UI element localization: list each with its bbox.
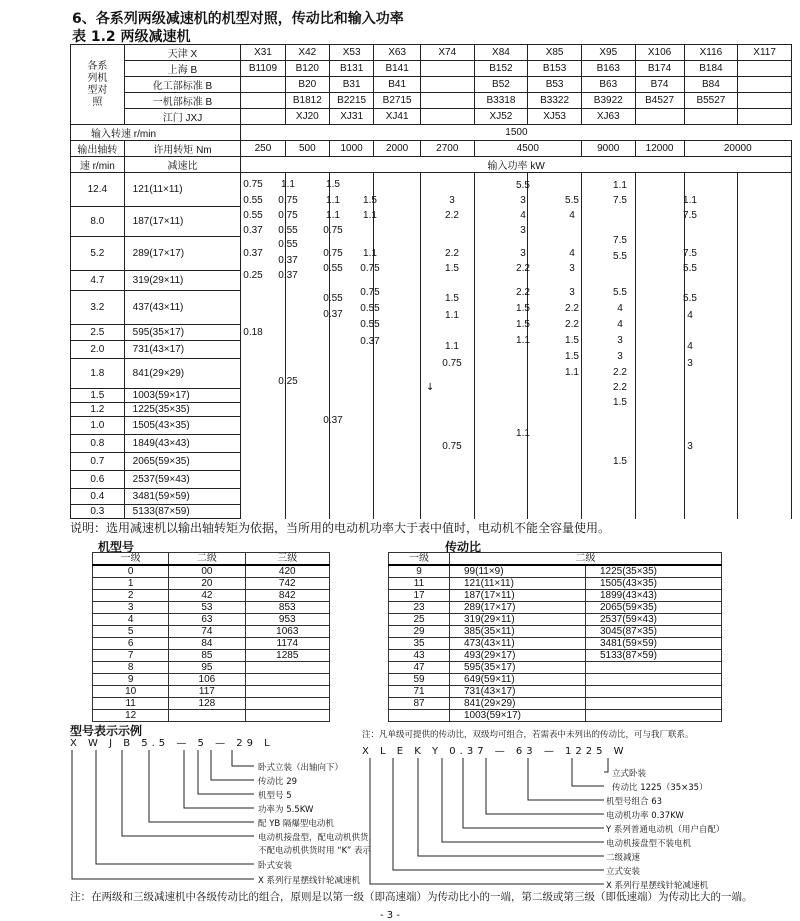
torque-value: 4500 xyxy=(474,141,581,157)
power-value: 4 xyxy=(687,310,693,321)
output-speed-cell: 0.8 xyxy=(71,435,125,453)
power-value: 1.1 xyxy=(363,210,377,221)
ratio-table-cell: 187(17×11) xyxy=(450,590,586,602)
ratio-table-cell: 5133(87×59) xyxy=(586,650,722,662)
series-model-cell: XJ63 xyxy=(581,109,635,125)
leader-line xyxy=(198,750,254,794)
power-value: 4 xyxy=(569,248,575,259)
ratio-cell: 841(29×29) xyxy=(124,359,241,389)
ratio-table-cell: 99(11×9) xyxy=(450,565,586,578)
power-value: 1.1 xyxy=(445,341,459,352)
ratio-table-cell: 121(11×11) xyxy=(450,578,586,590)
ratio-cell: 731(43×17) xyxy=(124,341,241,359)
ratio-table-cell: 289(17×17) xyxy=(450,602,586,614)
model-table-cell: 63 xyxy=(169,614,245,626)
series-model-cell: XJ53 xyxy=(528,109,582,125)
power-value: 2.2 xyxy=(445,248,459,259)
example-code-left: X W J B 5.5 — 5 — 29 L xyxy=(70,738,274,749)
power-value: 0.75 xyxy=(360,287,380,298)
series-model-cell: B153 xyxy=(528,61,582,77)
leader-line xyxy=(463,758,604,828)
section-title: 6、各系列两级减速机的机型对照，传动比和输入功率 xyxy=(72,11,404,27)
power-value: 3 xyxy=(569,263,575,274)
power-value: 1.1 xyxy=(445,310,459,321)
example-right-item: 二级减速 xyxy=(606,853,641,863)
power-value: 7.5 xyxy=(683,248,697,259)
power-value: 0.37 xyxy=(360,336,380,347)
input-speed-value: 1500 xyxy=(241,125,792,141)
ratio-table-cell: 17 xyxy=(389,590,450,602)
output-speed-cell: 5.2 xyxy=(71,237,125,271)
leader-line xyxy=(604,758,608,772)
power-value: 1.5 xyxy=(613,456,627,467)
output-speed-cell: 8.0 xyxy=(71,207,125,237)
ratio-table-header: 二级 xyxy=(450,553,722,566)
power-value: 0.55 xyxy=(323,293,343,304)
example-left-item: 不配电动机供货时用 “K” 表示 xyxy=(258,846,372,856)
ratio-table-cell: 841(29×29) xyxy=(450,698,586,710)
leader-line xyxy=(370,758,604,884)
power-value: 0.37 xyxy=(323,415,343,426)
power-value: 3 xyxy=(520,225,526,236)
series-model-cell: B84 xyxy=(684,77,738,93)
ratio-cell: 1849(43×43) xyxy=(124,435,241,453)
ratio-table-cell: 319(29×11) xyxy=(450,614,586,626)
model-table-cell: 1 xyxy=(93,578,169,590)
power-value: 2.2 xyxy=(565,303,579,314)
power-value: 1.5 xyxy=(445,263,459,274)
power-value: 0.55 xyxy=(360,303,380,314)
output-speed-cell: 1.5 xyxy=(71,389,125,403)
power-value: 0.55 xyxy=(360,319,380,330)
ratio-table-cell: 473(43×11) xyxy=(450,638,586,650)
series-model-cell: X84 xyxy=(474,45,528,61)
torque-value: 250 xyxy=(241,141,285,157)
leader-line xyxy=(418,758,604,856)
example-left-item: 配 YB 隔爆型电动机 xyxy=(258,819,334,829)
ratio-table-cell: 29 xyxy=(389,626,450,638)
power-value: 5.5 xyxy=(516,180,530,191)
leader-line xyxy=(72,750,254,879)
power-value: 1.5 xyxy=(565,335,579,346)
example-left-item: 机型号 5 xyxy=(258,791,292,801)
power-value: 2.2 xyxy=(445,210,459,221)
example-code-right: X L E K Y 0.37 — 63 — 1225 W xyxy=(362,746,628,757)
model-table-cell: 20 xyxy=(169,578,245,590)
series-model-cell: B141 xyxy=(374,61,421,77)
model-table-cell: 117 xyxy=(169,686,245,698)
model-table-header: 一级 xyxy=(93,553,169,566)
power-value: 1.5 xyxy=(613,397,627,408)
power-value: 0.55 xyxy=(243,195,263,206)
series-model-cell: B74 xyxy=(635,77,684,93)
model-table-cell: 53 xyxy=(169,602,245,614)
power-value: 0.55 xyxy=(323,263,343,274)
torque-value: 1000 xyxy=(329,141,373,157)
series-model-cell: B52 xyxy=(474,77,528,93)
example-right-item: Y 系列普通电动机（用户自配） xyxy=(606,825,725,835)
ratio-table-cell: 43 xyxy=(389,650,450,662)
series-model-cell: X31 xyxy=(241,45,285,61)
power-value: 0.18 xyxy=(243,327,263,338)
series-model-cell: X116 xyxy=(684,45,738,61)
power-value: 7.5 xyxy=(613,235,627,246)
model-table-cell: 10 xyxy=(93,686,169,698)
series-model-cell: B184 xyxy=(684,61,738,77)
example-left-item: 电动机接盘型，配电动机供货， xyxy=(258,833,378,843)
model-table-cell: 95 xyxy=(169,662,245,674)
power-value: 3 xyxy=(687,358,693,369)
series-model-cell: X74 xyxy=(420,45,474,61)
ratio-cell: 319(29×11) xyxy=(124,271,241,291)
torque-label: 许用转矩 Nm xyxy=(124,141,241,157)
power-value: 1.5 xyxy=(565,351,579,362)
ratio-table-cell: 71 xyxy=(389,686,450,698)
power-value: 1.5 xyxy=(326,179,340,190)
power-value: 0.37 xyxy=(243,248,263,259)
series-model-cell: X117 xyxy=(738,45,792,61)
ratio-table-cell: 1899(43×43) xyxy=(586,590,722,602)
model-table-cell: 1063 xyxy=(245,626,329,638)
torque-value: 12000 xyxy=(635,141,684,157)
power-value: 1.5 xyxy=(363,195,377,206)
ratio-cell: 2537(59×43) xyxy=(124,471,241,489)
series-model-cell: XJ52 xyxy=(474,109,528,125)
input-speed-label: 输入转速 r/min xyxy=(71,125,241,141)
series-name: 天津 X xyxy=(124,45,241,61)
ratio-table-cell: 649(59×11) xyxy=(450,674,586,686)
series-model-cell: X95 xyxy=(581,45,635,61)
power-value: 0.75 xyxy=(278,195,298,206)
series-model-cell: B174 xyxy=(635,61,684,77)
model-table-cell: 84 xyxy=(169,638,245,650)
model-table-cell: 420 xyxy=(245,565,329,578)
power-value: 5.5 xyxy=(613,287,627,298)
power-value: 2.2 xyxy=(613,367,627,378)
series-model-cell: B63 xyxy=(581,77,635,93)
output-speed-cell: 1.2 xyxy=(71,403,125,417)
example-left-item: 传动比 29 xyxy=(258,777,298,787)
ratio-table-title: 传动比 xyxy=(445,540,482,554)
power-value: 1.5 xyxy=(445,293,459,304)
leader-line xyxy=(149,750,254,822)
power-value: 0.55 xyxy=(278,225,298,236)
output-speed-cell: 0.3 xyxy=(71,505,125,519)
series-model-cell: B131 xyxy=(329,61,373,77)
ratio-table-cell: 595(35×17) xyxy=(450,662,586,674)
example-right-item: 传动比 1225（35×35） xyxy=(612,783,708,793)
model-table-cell: 953 xyxy=(245,614,329,626)
leader-line xyxy=(96,750,254,864)
power-value: 0.75 xyxy=(360,263,380,274)
series-model-cell: X63 xyxy=(374,45,421,61)
footnote: 注：在两级和三级减速机中各级传动比的组合，原则是以第一级（即高速端）为传动比小的一端，第二级或第三级（即低速端）为传动比大的一端。 xyxy=(70,891,753,903)
power-value: 0.37 xyxy=(243,225,263,236)
power-value: 5.5 xyxy=(565,195,579,206)
example-right-item: 立式安装 xyxy=(606,867,641,877)
power-value: 7.5 xyxy=(683,210,697,221)
series-model-cell: B20 xyxy=(285,77,329,93)
ratio-table-cell: 385(35×11) xyxy=(450,626,586,638)
series-model-cell: X42 xyxy=(285,45,329,61)
ratio-cell: 2065(59×35) xyxy=(124,453,241,471)
ratio-cell: 1505(43×35) xyxy=(124,417,241,435)
power-value: 5.5 xyxy=(683,263,697,274)
series-model-cell: B3322 xyxy=(528,93,582,109)
power-value: 0.75 xyxy=(442,441,462,452)
series-model-cell: B1109 xyxy=(241,61,285,77)
leader-line xyxy=(528,758,604,800)
power-value: 7.5 xyxy=(613,195,627,206)
output-shaft-label: 输出轴转 xyxy=(71,141,125,157)
series-model-cell: B163 xyxy=(581,61,635,77)
down-arrow-icon: ↓ xyxy=(426,382,435,393)
output-speed-cell: 4.7 xyxy=(71,271,125,291)
ratio-cell: 187(17×11) xyxy=(124,207,241,237)
series-name: 上海 B xyxy=(124,61,241,77)
model-table-title: 机型号 xyxy=(98,540,135,554)
series-model-cell: B152 xyxy=(474,61,528,77)
model-table-cell: 42 xyxy=(169,590,245,602)
model-table-cell: 3 xyxy=(93,602,169,614)
series-model-cell: B2715 xyxy=(374,93,421,109)
leader-line xyxy=(572,758,604,786)
power-value: 0.37 xyxy=(323,309,343,320)
series-label: 各系列机型对照 xyxy=(71,45,125,125)
output-speed-cell: 3.2 xyxy=(71,291,125,325)
output-speed-cell: 0.6 xyxy=(71,471,125,489)
model-table-cell: 11 xyxy=(93,698,169,710)
ratio-cell: 437(43×11) xyxy=(124,291,241,325)
power-value: 1.1 xyxy=(281,179,295,190)
example-left-item: 功率为 5.5KW xyxy=(258,805,314,815)
example-left-item: 卧式安装 xyxy=(258,861,293,871)
ratio-table-cell: 47 xyxy=(389,662,450,674)
power-value: 3 xyxy=(520,248,526,259)
power-value: 1.1 xyxy=(683,195,697,206)
power-value: 1.1 xyxy=(363,248,377,259)
power-value: 4 xyxy=(520,210,526,221)
ratio-cell: 5133(87×59) xyxy=(124,505,241,519)
power-value: 0.75 xyxy=(243,179,263,190)
selection-remark: 说明：选用减速机以输出轴转矩为依据，当所用的电动机功率大于表中值时，电动机不能全容量使用。 xyxy=(70,521,611,535)
power-value: 1.1 xyxy=(516,428,530,439)
ratio-table-cell: 2065(59×35) xyxy=(586,602,722,614)
torque-value: 9000 xyxy=(581,141,635,157)
power-value: 0.75 xyxy=(323,248,343,259)
ratio-cell: 3481(59×59) xyxy=(124,489,241,505)
model-table-cell: 12 xyxy=(93,710,169,722)
power-value: 3 xyxy=(569,287,575,298)
series-name: 一机部标准 B xyxy=(124,93,241,109)
power-value: 1.1 xyxy=(613,180,627,191)
ratio-table-cell: 1505(43×35) xyxy=(586,578,722,590)
power-value: 3 xyxy=(617,335,623,346)
power-value: 1.5 xyxy=(516,303,530,314)
power-label: 输入功率 kW xyxy=(241,157,792,173)
model-table-cell: 1285 xyxy=(245,650,329,662)
power-value: 0.75 xyxy=(278,210,298,221)
power-value: 0.37 xyxy=(278,255,298,266)
torque-value: 20000 xyxy=(684,141,791,157)
example-right-item: X 系列行星摆线针轮减速机 xyxy=(606,881,709,891)
leader-line xyxy=(232,750,254,766)
ratio-table-cell: 9 xyxy=(389,565,450,578)
example-right-item: 电动机接盘型不装电机 xyxy=(606,839,692,849)
series-model-cell: B3318 xyxy=(474,93,528,109)
series-model-cell: B3922 xyxy=(581,93,635,109)
page-number: - 3 - xyxy=(380,910,400,921)
ratio-table-cell: 87 xyxy=(389,698,450,710)
ratio-table-cell: 3481(59×59) xyxy=(586,638,722,650)
power-value: 1.1 xyxy=(326,195,340,206)
series-model-cell: B41 xyxy=(374,77,421,93)
model-table-cell: 742 xyxy=(245,578,329,590)
series-model-cell: B120 xyxy=(285,61,329,77)
model-table-cell: 853 xyxy=(245,602,329,614)
series-name: 江门 JXJ xyxy=(124,109,241,125)
output-speed-cell: 0.4 xyxy=(71,489,125,505)
ratio-label: 减速比 xyxy=(124,157,241,173)
power-value: 5.5 xyxy=(683,293,697,304)
example-right-item: 机型号组合 63 xyxy=(606,797,663,807)
series-model-cell: B1812 xyxy=(285,93,329,109)
ratio-table-cell: 1225(35×35) xyxy=(586,565,722,578)
model-table-cell: 9 xyxy=(93,674,169,686)
output-speed-label: 速 r/min xyxy=(71,157,125,173)
model-table-cell: 6 xyxy=(93,638,169,650)
model-table-cell: 5 xyxy=(93,626,169,638)
model-table-cell: 128 xyxy=(169,698,245,710)
ratio-table-cell: 3045(87×35) xyxy=(586,626,722,638)
power-value: 0.75 xyxy=(442,358,462,369)
model-table-cell: 7 xyxy=(93,650,169,662)
model-table-cell: 106 xyxy=(169,674,245,686)
torque-value: 500 xyxy=(285,141,329,157)
series-model-cell: B5527 xyxy=(684,93,738,109)
ratio-table-cell: 731(43×17) xyxy=(450,686,586,698)
power-value: 0.25 xyxy=(278,376,298,387)
power-value: 5.5 xyxy=(613,251,627,262)
series-model-cell: XJ31 xyxy=(329,109,373,125)
power-value: 2.2 xyxy=(613,382,627,393)
power-value: 3 xyxy=(687,441,693,452)
series-name: 化工部标准 B xyxy=(124,77,241,93)
output-speed-cell: 2.5 xyxy=(71,325,125,341)
power-value: 0.25 xyxy=(243,270,263,281)
power-value: 1.1 xyxy=(516,335,530,346)
power-value: 4 xyxy=(617,319,623,330)
model-table-header: 三级 xyxy=(245,553,329,566)
output-speed-cell: 1.8 xyxy=(71,359,125,389)
series-model-cell: B53 xyxy=(528,77,582,93)
model-table-cell: 842 xyxy=(245,590,329,602)
output-speed-cell: 1.0 xyxy=(71,417,125,435)
power-value: 0.75 xyxy=(323,225,343,236)
ratio-table-cell: 493(29×17) xyxy=(450,650,586,662)
leader-line xyxy=(184,750,254,808)
power-value: 2.2 xyxy=(565,319,579,330)
series-model-cell: B4527 xyxy=(635,93,684,109)
model-table-cell: 85 xyxy=(169,650,245,662)
ratio-table-cell: 2537(59×43) xyxy=(586,614,722,626)
leader-line xyxy=(122,750,254,836)
power-value: 0.55 xyxy=(278,239,298,250)
series-model-cell: XJ41 xyxy=(374,109,421,125)
table-title: 表 1.2 两级减速机 xyxy=(72,29,191,45)
output-speed-cell: 2.0 xyxy=(71,341,125,359)
torque-value: 2000 xyxy=(374,141,421,157)
example-left-item: 卧式立装（出轴向下） xyxy=(258,763,344,773)
series-model-cell: XJ20 xyxy=(285,109,329,125)
ratio-cell: 595(35×17) xyxy=(124,325,241,341)
example-right-item: 电动机功率 0.37KW xyxy=(606,811,684,821)
power-value: 1.5 xyxy=(516,319,530,330)
model-table-cell: 2 xyxy=(93,590,169,602)
ratio-cell: 1225(35×35) xyxy=(124,403,241,417)
series-model-cell: X85 xyxy=(528,45,582,61)
ratio-cell: 1003(59×17) xyxy=(124,389,241,403)
model-table-cell: 8 xyxy=(93,662,169,674)
power-value: 0.37 xyxy=(278,270,298,281)
series-model-cell: X53 xyxy=(329,45,373,61)
power-value: 3 xyxy=(449,195,455,206)
ratio-cell: 289(17×17) xyxy=(124,237,241,271)
ratio-table-cell: 23 xyxy=(389,602,450,614)
example-title: 型号表示示例 xyxy=(70,724,143,738)
power-value: 0.55 xyxy=(243,210,263,221)
power-value: 3 xyxy=(617,351,623,362)
model-table-cell: 00 xyxy=(169,565,245,578)
power-value: 3 xyxy=(520,195,526,206)
output-speed-cell: 12.4 xyxy=(71,173,125,207)
series-model-cell: B2215 xyxy=(329,93,373,109)
output-speed-cell: 0.7 xyxy=(71,453,125,471)
model-table-cell: 0 xyxy=(93,565,169,578)
power-value: 2.2 xyxy=(516,287,530,298)
series-model-cell: X106 xyxy=(635,45,684,61)
ratio-cell: 121(11×11) xyxy=(124,173,241,207)
power-value: 4 xyxy=(687,341,693,352)
model-table-cell: 74 xyxy=(169,626,245,638)
power-value: 2.2 xyxy=(516,263,530,274)
ratio-table-cell: 35 xyxy=(389,638,450,650)
power-value: 1.1 xyxy=(565,367,579,378)
series-model-cell: B31 xyxy=(329,77,373,93)
power-value: 4 xyxy=(569,210,575,221)
ratio-table-cell: 59 xyxy=(389,674,450,686)
model-table-cell: 4 xyxy=(93,614,169,626)
example-note-right: 注：凡单级可提供的传动比，双级均可组合，若需表中未列出的传动比，可与我厂联系。 xyxy=(362,730,694,740)
model-table-cell: 1174 xyxy=(245,638,329,650)
ratio-table-cell: 25 xyxy=(389,614,450,626)
ratio-table-cell: 1003(59×17) xyxy=(450,710,586,722)
example-right-item: 立式卧装 xyxy=(612,769,647,779)
example-left-item: X 系列行星摆线针轮减速机 xyxy=(258,876,361,886)
model-table-header: 二级 xyxy=(169,553,245,566)
ratio-table-header: 一级 xyxy=(389,553,450,566)
power-value: 1.1 xyxy=(326,210,340,221)
torque-value: 2700 xyxy=(420,141,474,157)
power-value: 4 xyxy=(617,303,623,314)
ratio-table-cell: 11 xyxy=(389,578,450,590)
